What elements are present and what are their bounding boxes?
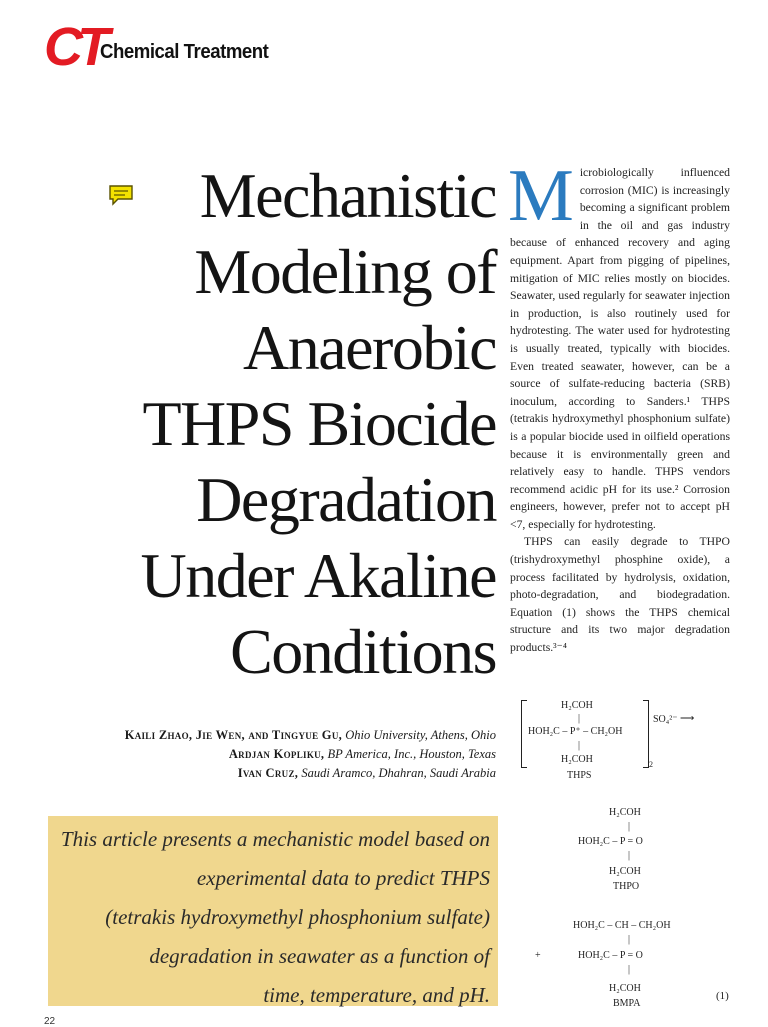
body-paragraph: THPS can easily degrade to THPO (trishydroxymethyl phosphine oxide), a process facilitated by hydrolysis, oxidation, photo-degradation, and biodegradation. Equation (1) shows the THPS chemical structure and its two major degradation products.³⁻⁴ (510, 535, 730, 655)
author-names: Kaili Zhao, Jie Wen, and Tingyue Gu, (124, 728, 343, 742)
logo-mark: CT (44, 17, 104, 77)
author-line (36, 764, 496, 783)
thps-bottom-group: H₂COH (561, 754, 593, 765)
author-affiliation: BP America, Inc., Houston, Texas (327, 747, 496, 761)
bond-line: | (578, 740, 581, 751)
thps-top-group: H₂COH (561, 700, 593, 711)
title-line: Degradation (196, 464, 496, 535)
chemical-equation (510, 700, 730, 1020)
thpo-top-group: H₂COH (609, 807, 641, 818)
author-affiliation: Saudi Aramco, Dhahran, Saudi Arabia (301, 766, 496, 780)
abstract-line: This article presents a mechanistic model based on (60, 827, 490, 851)
article-title (36, 158, 496, 690)
bmpa-bottom-group: H₂COH (609, 983, 641, 994)
author-line (36, 745, 496, 764)
thps-subscript: 2 (649, 760, 653, 769)
bond-line: | (628, 934, 631, 945)
abstract-line: (tetrakis hydroxymethyl phosphonium sulfate) (105, 905, 490, 929)
title-line: Mechanistic (199, 160, 496, 231)
drop-cap: M (508, 155, 574, 237)
abstract-box (48, 816, 498, 1006)
bond-line: | (628, 821, 631, 832)
plus-sign: + (535, 950, 541, 961)
thpo-main-chain: HOH₂C – P = O (578, 836, 643, 847)
sulfate-ion: SO₄²⁻ (653, 714, 678, 725)
bmpa-top-chain: HOH₂C – CH – CH₂OH (573, 920, 671, 931)
author-names: Ardjan Kopliku, (228, 747, 325, 761)
author-names: Ivan Cruz, (237, 766, 299, 780)
bracket-left (521, 700, 527, 768)
title-line: Conditions (230, 616, 496, 687)
title-line: Modeling of (194, 236, 496, 307)
bmpa-main-chain: HOH₂C – P = O (578, 950, 643, 961)
title-line: Anaerobic (242, 312, 496, 383)
author-affiliation: Ohio University, Athens, Ohio (345, 728, 496, 742)
abstract-line: degradation in seawater as a function of (149, 944, 490, 968)
publication-logo (44, 17, 274, 78)
author-line (36, 726, 496, 745)
bmpa-label: BMPA (613, 998, 641, 1009)
bond-line: | (628, 964, 631, 975)
bracket-right (643, 700, 649, 768)
abstract-line: experimental data to predict THPS (196, 866, 490, 890)
page-number: 22 (44, 1016, 56, 1027)
thpo-label: THPO (613, 881, 640, 892)
bond-line: | (628, 850, 631, 861)
title-line: THPS Biocide (142, 388, 496, 459)
thpo-bottom-group: H₂COH (609, 866, 641, 877)
abstract-line: time, temperature, and pH. (263, 983, 490, 1007)
body-column (508, 155, 730, 657)
equation-number: (1) (716, 990, 729, 1002)
body-paragraph: icrobiologically influenced corrosion (MIC) is increasingly becoming a significant problem in the oil and gas industry because of enhanced recovery and aging equipment. Apart from pigging of pipelines, mitigation of MIC relies mostly on biocides. Seawater, used regularly for seawater injection in production, is also routinely used for hydrotesting. The water used for hydrotesting is usually treated, typically with biocides. Even treated seawater, however, can be a source of sulfate-reducing bacteria (SRB) inoculum, according to Sanders.¹ THPS (tetrakis hydroxymethyl phosphonium sulfate) is a popular biocide used in oilfield operations because it is environmentally green and relatively easy to handle. THPS vendors recommend acidic pH for its use.² Corrosion engineers, however, prefer not to accept pH <7, especially for hydrotesting. (510, 166, 730, 531)
reaction-arrow: ⟶ (680, 713, 695, 724)
bond-line: | (578, 713, 581, 724)
author-byline (36, 726, 496, 783)
title-line: Under Akaline (140, 540, 496, 611)
thps-main-chain: HOH₂C – P⁺ – CH₂OH (528, 726, 623, 737)
thps-label: THPS (567, 770, 592, 781)
publication-name: Chemical Treatment (100, 41, 269, 63)
